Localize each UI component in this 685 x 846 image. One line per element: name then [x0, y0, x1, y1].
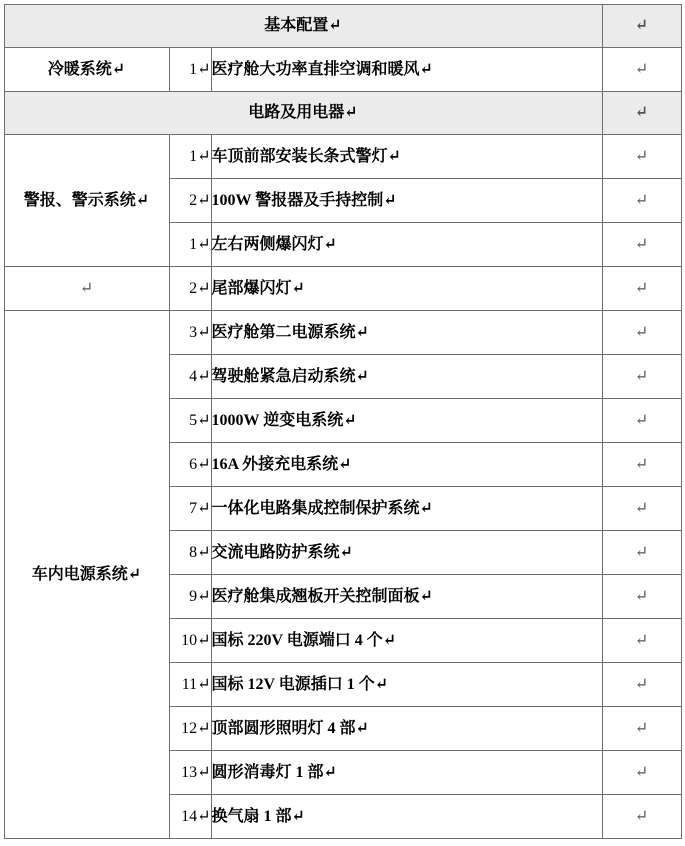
number-cell: 11↵	[169, 663, 211, 707]
number-cell: 2↵	[169, 267, 211, 311]
description-cell: 顶部圆形照明灯 4 部↵	[211, 707, 602, 751]
number-cell: 9↵	[169, 575, 211, 619]
mark-cell: ↵	[602, 531, 681, 575]
mark-cell: ↵	[602, 487, 681, 531]
description-cell: 交流电路防护系统↵	[211, 531, 602, 575]
number-cell: 1↵	[169, 135, 211, 179]
number-cell: 1↵	[169, 48, 211, 92]
category-cell: 冷暖系统↵	[4, 48, 169, 92]
description-cell: 医疗舱集成翘板开关控制面板↵	[211, 575, 602, 619]
description-cell: 100W 警报器及手持控制↵	[211, 179, 602, 223]
category-cell-alarm: 警报、警示系统↵	[4, 135, 169, 267]
mark-cell: ↵	[602, 223, 681, 267]
mark-cell: ↵	[602, 399, 681, 443]
section-header-row	[4, 5, 681, 48]
description-cell: 医疗舱第二电源系统↵	[211, 311, 602, 355]
section-title-circuit: 电路及用电器↵	[4, 92, 602, 135]
mark-cell: ↵	[602, 795, 681, 839]
number-cell: 8↵	[169, 531, 211, 575]
description-cell: 国标 220V 电源端口 4 个↵	[211, 619, 602, 663]
description-cell: 医疗舱大功率直排空调和暖风↵	[211, 48, 602, 92]
mark-cell: ↵	[602, 311, 681, 355]
mark-cell: ↵	[602, 663, 681, 707]
description-cell: 换气扇 1 部↵	[211, 795, 602, 839]
table-row	[4, 267, 681, 311]
mark-cell: ↵	[602, 48, 681, 92]
mark-cell: ↵	[602, 135, 681, 179]
description-cell: 一体化电路集成控制保护系统↵	[211, 487, 602, 531]
section-header-row	[4, 92, 681, 135]
number-cell: 7↵	[169, 487, 211, 531]
mark-cell: ↵	[602, 179, 681, 223]
description-cell: 左右两侧爆闪灯↵	[211, 223, 602, 267]
description-cell: 1000W 逆变电系统↵	[211, 399, 602, 443]
category-cell-power: 车内电源系统↵	[4, 311, 169, 839]
description-cell: 16A 外接充电系统↵	[211, 443, 602, 487]
category-cell-empty: ↵	[4, 267, 169, 311]
number-cell: 2↵	[169, 179, 211, 223]
description-cell: 国标 12V 电源插口 1 个↵	[211, 663, 602, 707]
section-title-basic-config: 基本配置↵	[4, 5, 602, 48]
section-mark-basic-config: ↵	[602, 5, 681, 48]
section-mark-circuit: ↵	[602, 92, 681, 135]
description-cell: 圆形消毒灯 1 部↵	[211, 751, 602, 795]
mark-cell: ↵	[602, 267, 681, 311]
number-cell: 13↵	[169, 751, 211, 795]
table-row	[4, 135, 681, 179]
mark-cell: ↵	[602, 707, 681, 751]
mark-cell: ↵	[602, 443, 681, 487]
mark-cell: ↵	[602, 619, 681, 663]
specification-table	[4, 4, 682, 839]
number-cell: 6↵	[169, 443, 211, 487]
description-cell: 驾驶舱紧急启动系统↵	[211, 355, 602, 399]
table-row	[4, 48, 681, 92]
description-cell: 尾部爆闪灯↵	[211, 267, 602, 311]
number-cell: 4↵	[169, 355, 211, 399]
description-cell: 车顶前部安装长条式警灯↵	[211, 135, 602, 179]
mark-cell: ↵	[602, 575, 681, 619]
table-row	[4, 311, 681, 355]
number-cell: 1↵	[169, 223, 211, 267]
number-cell: 12↵	[169, 707, 211, 751]
number-cell: 3↵	[169, 311, 211, 355]
mark-cell: ↵	[602, 355, 681, 399]
mark-cell: ↵	[602, 751, 681, 795]
number-cell: 14↵	[169, 795, 211, 839]
number-cell: 5↵	[169, 399, 211, 443]
number-cell: 10↵	[169, 619, 211, 663]
